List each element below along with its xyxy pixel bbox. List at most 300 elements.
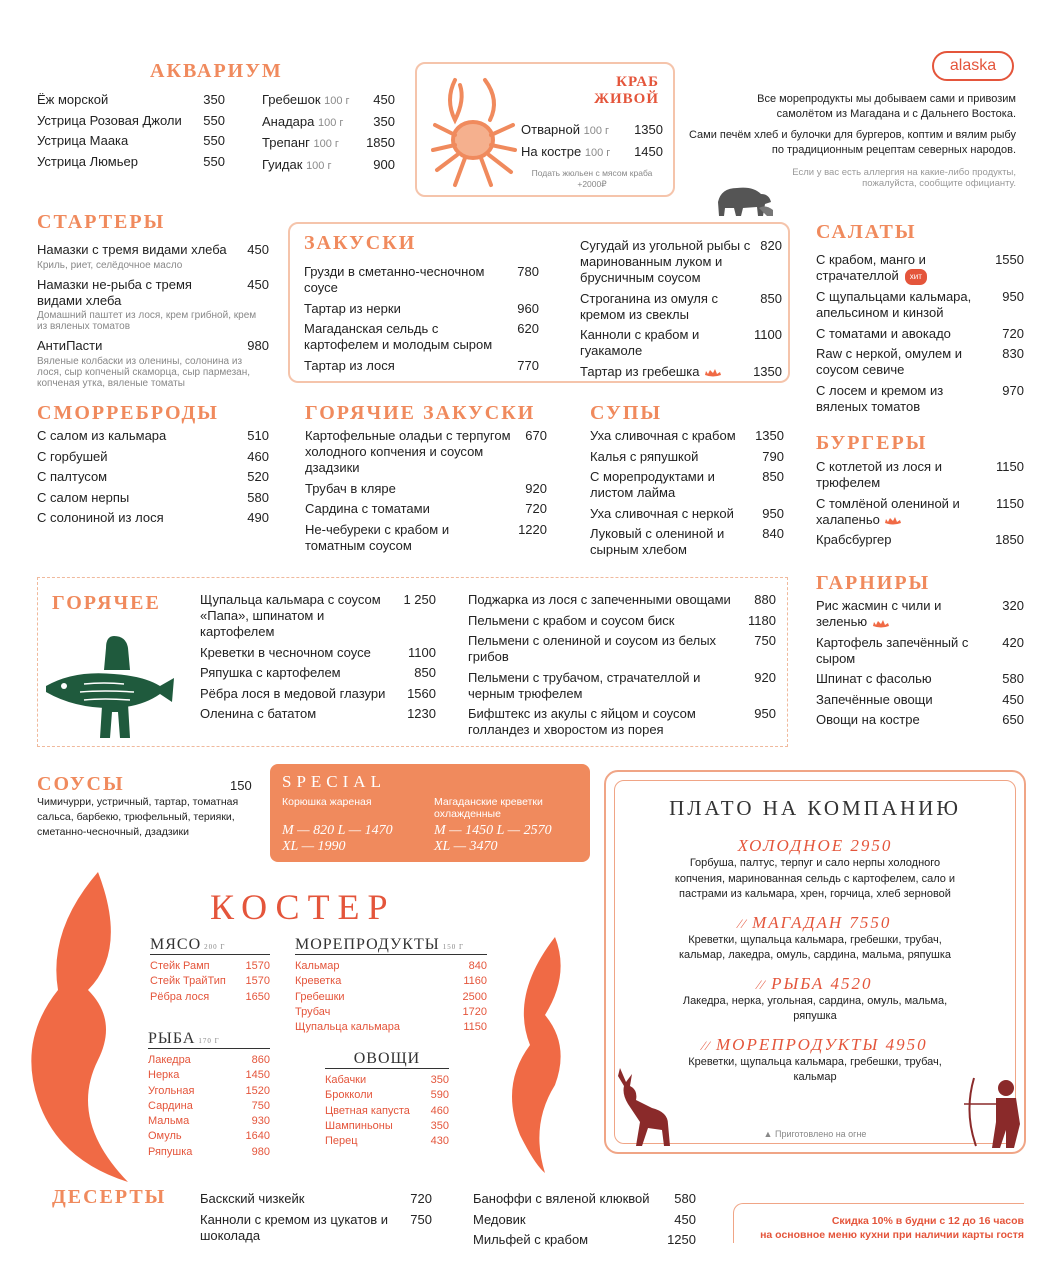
menu-item (37, 510, 269, 526)
koster-item (148, 1114, 270, 1129)
item-name: С томлёной олениной и халапеньо (816, 495, 960, 527)
menu-item (304, 301, 539, 317)
plato-title: ПЛАТО НА КОМПАНИЮ (669, 796, 961, 820)
koster-item (148, 1053, 270, 1068)
item-price: 1150 (463, 1021, 487, 1034)
item-name: Устрица Люмьер (37, 153, 138, 169)
item-name: Гребешок 100 г (262, 92, 350, 107)
menu-item (816, 635, 1024, 667)
item-price: 720 (525, 501, 547, 516)
item-price: 1180 (748, 612, 776, 628)
menu-item (37, 92, 225, 108)
item-price: 900 (373, 156, 395, 172)
item-price: 750 (410, 1211, 432, 1227)
item-price: 1850 (995, 532, 1024, 547)
item-name: Канноли с кремом из цукатов и шоколада (200, 1211, 389, 1243)
hot-left-list (200, 592, 436, 727)
menu-item (305, 522, 547, 554)
item-name: Пельмени с трубачом, страчателлой и черным трюфелем (468, 669, 701, 701)
item-price: 580 (674, 1191, 696, 1206)
item-price: 820 (760, 238, 782, 253)
menu-item (521, 122, 663, 139)
crab-title-1: КРАБ (616, 74, 659, 90)
crab-list (521, 122, 663, 165)
smorrebrod-title: СМОРРЕБРОДЫ (37, 402, 219, 424)
menu-item (816, 598, 1024, 630)
plato-set-title: ХОЛОДНОЕ 2950 (737, 836, 893, 855)
item-name: Лакедра (148, 1054, 191, 1066)
item-weight: 100 г (324, 95, 350, 107)
discount-box (733, 1203, 1024, 1243)
item-price: 350 (430, 1074, 449, 1086)
item-name: Щупальца кальмара с соусом «Папа», шпинатом и картофелем (200, 592, 381, 639)
item-name: Рис жасмин с чили и зеленью (816, 598, 942, 629)
item-price: 450 (1002, 691, 1024, 707)
menu-item (262, 157, 395, 174)
item-price: 650 (1002, 712, 1024, 727)
bear-icon (715, 182, 775, 218)
item-name: Сугудай из угольной рыбы с маринованным луком и брусничным соусом (580, 238, 751, 285)
veg-title: ОВОЩИ (353, 1050, 421, 1067)
item-weight: 100 г (584, 146, 611, 159)
special-title: SPECIAL (282, 772, 386, 791)
item-name: Щупальца кальмара (295, 1021, 400, 1034)
menu-item (468, 633, 776, 665)
item-price: 980 (247, 338, 269, 353)
item-price: 1560 (407, 685, 436, 701)
special-left-price-2: XL — 1990 (282, 839, 346, 854)
item-name: Кабачки (325, 1074, 367, 1086)
menu-item (304, 264, 539, 296)
item-name: Картофельные оладьи с терпугом холодного копчения и соусом дзадзики (305, 428, 511, 475)
menu-item (816, 252, 1024, 285)
item-price: 780 (517, 264, 539, 279)
item-name: Баскский чизкейк (200, 1191, 305, 1206)
item-name: Уха сливочная с неркой (590, 505, 734, 521)
brand-text-1: Все морепродукты мы добываем сами и привозим самолётом из Магадана и с Дальнего Востока. (757, 93, 1016, 120)
item-name: Уха сливочная с крабом (590, 428, 736, 443)
item-name: Мильфей с крабом (473, 1232, 589, 1247)
item-name: С лосем и кремом из вяленых томатов (816, 382, 944, 414)
menu-item (304, 321, 539, 353)
soups-list (590, 428, 784, 563)
menu-item (304, 358, 539, 374)
item-name: Намазки с тремя видами хлеба (37, 242, 227, 257)
menu-item (37, 154, 225, 170)
allergy-text-1: Если у вас есть аллергия на какие-либо продукты, (792, 167, 1016, 178)
item-price: 1250 (667, 1232, 696, 1247)
meat-weight: 200 Г (204, 943, 226, 951)
menu-item (816, 346, 1024, 378)
koster-title: КОСТЕР (210, 887, 396, 927)
hot-right-list (468, 592, 776, 743)
item-name: Бифштекс из акулы с яйцом и соусом голландез и хворостом из порея (468, 706, 696, 737)
item-name: Стейк ТрайТип (150, 975, 226, 988)
item-desc: Криль, риет, селёдочное масло (37, 259, 183, 271)
menu-item (37, 338, 269, 354)
item-name: Ряпушка с картофелем (200, 665, 341, 680)
plato-set-title: ⁄⁄ РЫБА 4520 (757, 973, 873, 993)
sauces-title: СОУСЫ (37, 773, 125, 795)
menu-item (468, 706, 776, 738)
menu-item (468, 670, 776, 702)
item-price: 1350 (755, 428, 784, 443)
item-weight: 100 г (313, 138, 339, 150)
koster-item (150, 974, 270, 989)
item-name: Баноффи с вяленой клюквой (473, 1191, 650, 1206)
plato-set-desc: Горбуша, палтус, терпуг и сало нерпы холодного копчения, маринованная сельдь с картофелем, сало и пастрами из кальмара, хрен, горчица, хлеб зерновой (674, 857, 956, 900)
item-name: Шампиньоны (325, 1119, 393, 1132)
item-price: 460 (430, 1104, 449, 1117)
menu-item (473, 1232, 696, 1248)
special-left-name: Корюшка жареная (282, 796, 372, 808)
deer-icon (612, 1064, 674, 1148)
item-price: 510 (247, 428, 269, 443)
menu-item (816, 383, 1024, 415)
crab-box (415, 62, 675, 197)
archer-icon (962, 1074, 1024, 1150)
menu-item (37, 490, 269, 506)
menu-item (816, 326, 1024, 342)
item-name: С палтусом (37, 469, 108, 484)
item-price: 450 (247, 276, 269, 292)
item-price: 950 (762, 505, 784, 521)
menu-item (305, 428, 547, 476)
item-name: Брокколи (325, 1089, 373, 1102)
menu-item (816, 712, 1024, 728)
menu-item (262, 135, 395, 152)
item-desc: Домашний паштет из лося, крем грибной, крем из вяленых томатов (37, 310, 257, 332)
item-name: Сардина (148, 1099, 193, 1112)
snacks-right-list (580, 238, 782, 384)
item-name: Кальмар (295, 960, 340, 972)
aquarium-left-list (37, 92, 225, 174)
item-name: С щупальцами кальмара, апельсином и кинзой (816, 289, 972, 321)
koster-item (325, 1134, 449, 1149)
item-name: С горбушей (37, 448, 108, 464)
fish-title: РЫБА (148, 1030, 196, 1047)
fisherman-icon (44, 634, 176, 744)
hot-box (37, 577, 788, 747)
item-price: 1640 (245, 1130, 270, 1143)
item-name: Медовик (473, 1211, 526, 1227)
item-price: 460 (247, 448, 269, 464)
item-name: АнтиПасти (37, 338, 103, 353)
item-name: Raw с неркой, омулем и соусом севиче (816, 346, 963, 378)
item-name: С котлетой из лося и трюфелем (816, 459, 942, 490)
koster-item (325, 1119, 449, 1134)
item-price: 490 (247, 510, 269, 525)
koster-item (295, 959, 487, 974)
item-price: 1160 (463, 975, 487, 988)
item-price: 1 250 (403, 592, 436, 607)
item-name: С салом нерпы (37, 489, 130, 505)
menu-item (580, 291, 782, 323)
item-price: 920 (525, 480, 547, 496)
item-name: Грузди в сметанно-чесночном соусе (304, 264, 485, 295)
item-name: Анадара 100 г (262, 113, 344, 129)
crab-note-2: +2000₽ (577, 179, 607, 189)
item-name: Трепанг 100 г (262, 135, 339, 150)
item-name: Крабсбургер (816, 532, 892, 547)
item-price: 920 (754, 669, 776, 685)
item-name: Овощи на костре (816, 712, 920, 727)
item-price: 840 (762, 526, 784, 541)
discount-line-2: на основное меню кухни при наличии карты гостя (760, 1229, 1024, 1241)
item-name: Трубач в кляре (305, 480, 396, 496)
koster-item (325, 1088, 449, 1103)
item-name: Пельмени с олениной и соусом из белых грибов (468, 633, 717, 664)
menu-item (590, 469, 784, 501)
item-name: Намазки не-рыба с тремя видами хлеба (37, 276, 192, 308)
menu-item (590, 428, 784, 444)
hot-snacks-title: ГОРЯЧИЕ ЗАКУСКИ (305, 402, 536, 424)
menu-item (590, 449, 784, 465)
item-name: Не-чебуреки с крабом и томатным соусом (305, 521, 450, 553)
item-price: 350 (373, 113, 395, 129)
item-name: Трубач (295, 1005, 331, 1018)
menu-item (816, 289, 1024, 321)
plato-set-desc: Креветки, щупальца кальмара, гребешки, трубач, кальмар, лакедра, омуль, сардина, мальма, ряпушка (678, 933, 952, 961)
soups-title: СУПЫ (590, 402, 663, 424)
item-name: Цветная капуста (325, 1104, 410, 1117)
item-price: 350 (203, 92, 225, 107)
item-price: 750 (754, 633, 776, 648)
menu-item (816, 532, 1024, 548)
koster-item (295, 1005, 487, 1020)
item-name: Запечённые овощи (816, 691, 933, 707)
seafood-weight: 150 Г (442, 943, 464, 951)
garnish-list (816, 598, 1024, 733)
menu-item (37, 242, 269, 258)
flame-right-icon (500, 935, 570, 1175)
item-name: С томатами и авокадо (816, 325, 951, 341)
item-name: Магаданская сельдь с картофелем и молодым сыром (304, 321, 493, 352)
salads-list (816, 252, 1024, 419)
item-name: Угольная (148, 1084, 195, 1097)
garnish-title: ГАРНИРЫ (816, 572, 931, 594)
item-weight: 100 г (583, 125, 610, 137)
item-price: 750 (251, 1099, 270, 1112)
item-price: 1220 (518, 521, 547, 537)
item-name: Нерка (148, 1069, 180, 1082)
plato-set-title: ⁄⁄ МАГАДАН 7550 (738, 912, 892, 932)
item-price: 1150 (996, 495, 1024, 511)
alaska-logo: alaska (932, 51, 1014, 81)
crab-title-2: ЖИВОЙ (594, 91, 659, 107)
item-price: 550 (203, 153, 225, 169)
item-price: 550 (203, 133, 225, 148)
menu-item (580, 364, 782, 380)
menu-item (816, 671, 1024, 687)
crab-icon (425, 70, 525, 195)
smorrebrod-list (37, 428, 269, 531)
special-box (270, 764, 590, 862)
item-price: 1520 (245, 1084, 270, 1097)
item-price: 720 (410, 1191, 432, 1206)
item-weight: 100 г (317, 116, 344, 129)
menu-item (816, 692, 1024, 708)
item-name: С солониной из лося (37, 510, 164, 525)
item-name: На костре 100 г (521, 143, 611, 159)
item-name: Пельмени с крабом и соусом биск (468, 612, 675, 628)
item-price: 830 (1002, 346, 1024, 362)
menu-item (200, 706, 436, 722)
item-name: Рёбра лося (150, 990, 210, 1003)
menu-item (816, 496, 1024, 528)
item-price: 850 (760, 290, 782, 306)
item-price: 420 (1002, 634, 1024, 650)
menu-item (580, 327, 782, 359)
item-price: 950 (1002, 289, 1024, 305)
menu-item (37, 469, 269, 485)
item-price: 450 (674, 1211, 696, 1227)
hit-badge: хит (905, 269, 927, 285)
snacks-title: ЗАКУСКИ (304, 232, 417, 254)
menu-item (473, 1212, 696, 1228)
sauces-price: 150 (230, 778, 252, 793)
hot-snacks-list (305, 428, 547, 558)
koster-item (295, 974, 487, 989)
salads-title: САЛАТЫ (816, 221, 917, 243)
item-price: 1550 (995, 252, 1024, 267)
flame-left-icon (28, 870, 138, 1185)
item-price: 720 (1002, 325, 1024, 341)
snacks-left-list (304, 264, 539, 378)
menu-item (816, 459, 1024, 491)
aquarium-title: АКВАРИУМ (150, 60, 283, 82)
item-price: 850 (414, 665, 436, 680)
menu-item (580, 238, 782, 286)
menu-item (37, 133, 225, 149)
plato-set-desc: Креветки, щупальца кальмара, гребешки, трубач, кальмар (688, 1055, 942, 1083)
item-name: Стейк Рамп (150, 960, 210, 972)
item-price: 2500 (462, 990, 487, 1003)
item-price: 1570 (245, 975, 270, 988)
item-price: 320 (1002, 598, 1024, 613)
koster-item (295, 990, 487, 1005)
koster-item (148, 1145, 270, 1160)
plato-set-title: ⁄⁄ МОРЕПРОДУКТЫ 4950 (702, 1034, 928, 1054)
brand-text-2: Сами печём хлеб и булочки для бургеров, коптим и вялим рыбу по традиционным рецептам северных народов. (688, 129, 1016, 156)
starters-title: СТАРТЕРЫ (37, 211, 166, 233)
item-name: Ёж морской (37, 92, 109, 107)
menu-item (468, 592, 776, 608)
item-name: С салом из кальмара (37, 428, 167, 443)
menu-item (200, 645, 436, 661)
item-name: Рёбра лося в медовой глазури (200, 685, 386, 701)
menu-item (37, 113, 225, 129)
koster-item (148, 1084, 270, 1099)
menu-item (473, 1191, 696, 1207)
item-price: 1100 (408, 644, 436, 660)
menu-item (37, 449, 269, 465)
item-price: 1450 (245, 1069, 270, 1082)
plato-note: ▲ Приготовлено на огне (763, 1129, 867, 1139)
item-price: 1150 (996, 459, 1024, 474)
koster-item (150, 959, 270, 974)
koster-item (148, 1099, 270, 1114)
menu-item (590, 506, 784, 522)
plato-sets (670, 826, 960, 1086)
item-price: 590 (430, 1089, 449, 1102)
item-price: 580 (1002, 671, 1024, 686)
item-price: 1850 (366, 135, 395, 150)
koster-item (295, 1020, 487, 1035)
item-name: Картофель запечённый с сыром (816, 634, 969, 666)
item-price: 450 (373, 92, 395, 107)
item-name: С морепродуктами и листом лайма (590, 469, 715, 500)
item-name: Сардина с томатами (305, 501, 430, 516)
item-price: 350 (430, 1119, 449, 1132)
item-price: 980 (251, 1145, 270, 1158)
item-price: 550 (203, 112, 225, 128)
koster-seafood (295, 936, 487, 1035)
menu-item (521, 144, 663, 161)
burgers-title: БУРГЕРЫ (816, 432, 928, 454)
menu-item (262, 92, 395, 109)
item-name: Тартар из нерки (304, 300, 401, 316)
item-price: 450 (247, 242, 269, 257)
snacks-box (288, 222, 790, 383)
item-name: Омуль (148, 1130, 182, 1143)
fish-weight: 170 Г (198, 1037, 220, 1045)
sauces-desc: Чимичурри, устричный, тартар, томатная сальса, барбекю, трюфельный, терияки, сметанно-чесночный, дзадзики (37, 796, 239, 838)
koster-item (150, 990, 270, 1005)
item-name: Канноли с крабом и гуакамоле (580, 327, 700, 358)
item-price: 430 (430, 1135, 449, 1148)
item-name: Креветка (295, 975, 342, 988)
item-name: Мальма (148, 1115, 190, 1128)
item-name: Строганина из омуля с кремом из свеклы (580, 290, 719, 322)
item-name: Тартар из гребешка (580, 364, 753, 380)
item-price: 580 (247, 489, 269, 505)
menu-item (305, 481, 547, 497)
item-price: 790 (762, 448, 784, 464)
seafood-title: МОРЕПРОДУКТЫ (295, 936, 440, 953)
item-name: Поджарка из лося с запеченными овощами (468, 592, 731, 607)
item-price: 880 (754, 592, 776, 607)
special-left-price-1: M — 820 L — 1470 (282, 823, 393, 838)
item-price: 1350 (753, 363, 782, 379)
item-price: 960 (517, 300, 539, 316)
item-name: Перец (325, 1135, 358, 1148)
item-price: 670 (525, 428, 547, 443)
menu-item (37, 277, 269, 309)
plato-set-desc: Лакедра, нерка, угольная, сардина, омуль, мальма, ряпушка (682, 994, 948, 1022)
koster-item (325, 1073, 449, 1088)
menu-item (468, 613, 776, 629)
item-price: 1570 (245, 960, 270, 972)
aquarium-right-list (262, 92, 395, 178)
item-name: Гребешки (295, 990, 345, 1003)
item-price: 620 (517, 321, 539, 336)
item-name: Отварной 100 г (521, 122, 610, 137)
discount-line-1: Скидка 10% в будни с 12 до 16 часов (831, 1215, 1024, 1227)
item-weight: 100 г (306, 159, 332, 172)
starters-list (37, 242, 269, 395)
item-name: Креветки в чесночном соусе (200, 644, 371, 660)
item-desc: Вяленые колбаски из оленины, солонина из лося, сыр копченый скаморца, сыр пармезан, копченая утка, вяленые томаты (37, 355, 251, 389)
item-price: 970 (1002, 382, 1024, 398)
koster-item (148, 1068, 270, 1083)
special-right-name: Магаданские креветки охлажденные (434, 796, 543, 820)
item-name: Тартар из лося (304, 357, 395, 373)
menu-item (200, 1191, 432, 1207)
item-name: Ряпушка (148, 1145, 193, 1158)
item-name: Устрица Маака (37, 133, 129, 148)
koster-fish (148, 1030, 270, 1160)
